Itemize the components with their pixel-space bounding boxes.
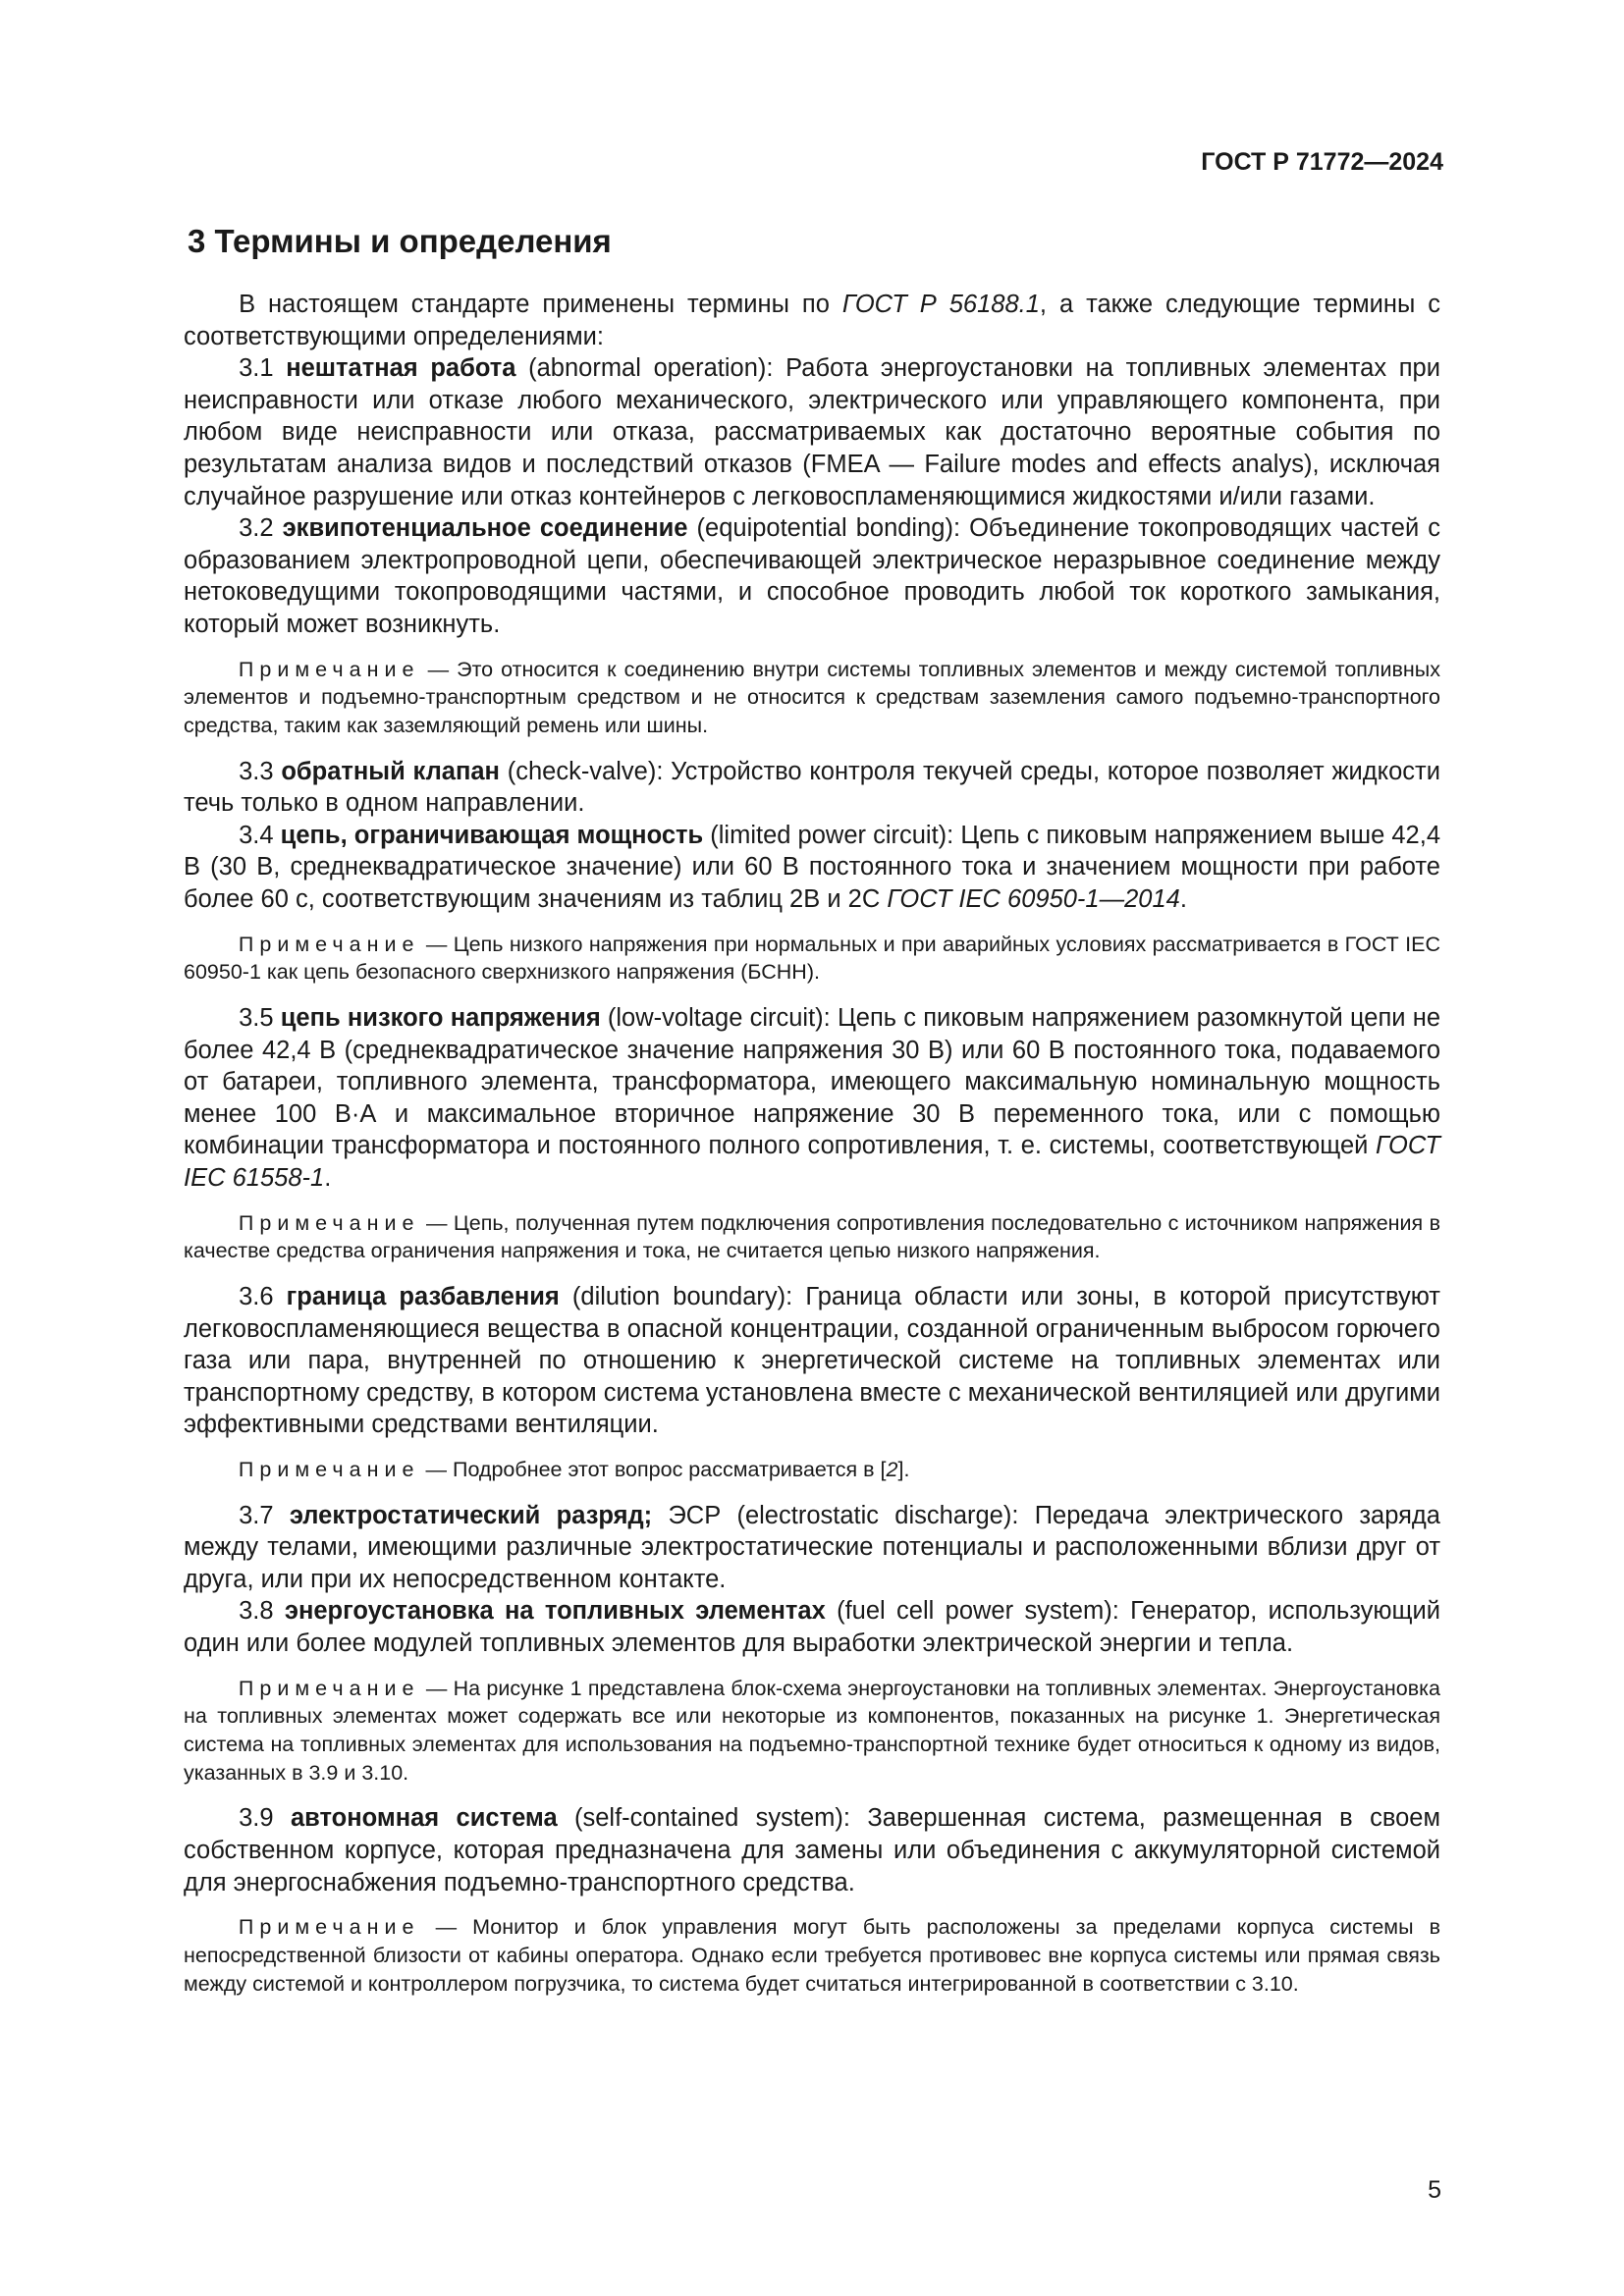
term-name: граница разбавления [286, 1282, 560, 1310]
reference-link: ГОСТ IEC 60950-1—2014 [887, 885, 1180, 914]
note-label: Примечание [238, 657, 420, 681]
reference-link: ГОСТ Р 56188.1 [841, 291, 1040, 318]
term-3-8: 3.8 энергоустановка на топливных элементах (fuel cell power system): Генератор, использующий один или более модулей топливных элементов для выработки электрической энергии и тепла. [184, 1597, 1440, 1658]
intro-paragraph: В настоящем стандарте применены термины по ГОСТ Р 56188.1, а также следующие термины с соответствующими определениями: [184, 291, 1441, 350]
term-3-4: 3.4 цепь, ограничивающая мощность (limited power circuit): Цепь с пиковым напряжением выше 42,4 В (30 В, среднеквадратическое значение) или 60 В постоянного тока и значением мощности при работе более 60 с, соответствующим значениям из таблиц 2В и 2С ГОСТ IEC 60950-1—2014. [184, 821, 1440, 914]
term-name: цепь низкого напряжения [280, 1004, 601, 1033]
note-label: Примечание [238, 932, 420, 956]
note-label: Примечание [238, 1676, 420, 1700]
page-content [184, 222, 1440, 2013]
bibliography-ref: 2 [886, 1457, 898, 1481]
page-number: 5 [1428, 2176, 1441, 2204]
term-3-2: 3.2 эквипотенциальное соединение (equipotential bonding): Объединение токопроводящих частей с образованием электропроводной цепи, обеспечивающей электрическое неразрывное соединение между нетоковедущими токопроводящими частями, и способное проводить любой ток короткого замыкания, который может возникнуть. [184, 514, 1440, 638]
note-3-4: Примечание — Цепь низкого напряжения при нормальных и при аварийных условиях рассматривается в ГОСТ IEC 60950-1 как цепь безопасного сверхнизкого напряжения (БСНН). [184, 932, 1440, 985]
term-name: нештатная работа [286, 354, 516, 383]
note-3-5: Примечание — Цепь, полученная путем подключения сопротивления последовательно с источником напряжения в качестве средства ограничения напряжения и тока, не считается цепью низкого напряжения. [184, 1210, 1440, 1263]
document-header: ГОСТ Р 71772—2024 [1201, 148, 1443, 176]
term-3-1: 3.1 нештатная работа (abnormal operation): Работа энергоустановки на топливных элементах при неисправности или отказе любого механического, электрического или управляющего компонента, при любом виде неисправности или отказа, рассматриваемых как достаточно вероятные события по результатам анализа видов и последствий отказов (FMEA — Failure modes and effects analys), исключая случайное разрушение или отказ контейнеров с легковоспламеняющимися жидкостями и/или газами. [184, 354, 1440, 510]
term-3-6: 3.6 граница разбавления (dilution boundary): Граница области или зоны, в которой присутствуют легковоспламеняющиеся вещества в опасной концентрации, созданной ограниченным выбросом горючего газа или пара, внутренней по отношению к энергетической системе на топливных элементах или транспортному средству, в котором система установлена вместе с механической вентиляцией или другими эффективными средствами вентиляции. [184, 1282, 1440, 1439]
term-3-9: 3.9 автономная система (self-contained system): Завершенная система, размещенная в своем собственном корпусе, которая предназначена для замены или объединения с аккумуляторной системой для энергоснабжения подъемно-транспортного средства. [184, 1804, 1440, 1896]
term-3-5: 3.5 цепь низкого напряжения (low-voltage circuit): Цепь с пиковым напряжением разомкнутой цепи не более 42,4 В (среднеквадратическое значение напряжения 30 В) или 60 В постоянного тока, подаваемого от батареи, топливного элемента, трансформатора, имеющего максимальную номинальную мощность менее 100 В·А и максимальное вторичное напряжение 30 В переменного тока, или с помощью комбинации трансформатора и постоянного полного сопротивления, т. е. системы, соответствующей ГОСТ IEC 61558-1. [184, 1004, 1440, 1192]
term-3-7: 3.7 электростатический разряд; ЭСР (electrostatic discharge): Передача электрического заряда между телами, имеющими различные электростатические потенциалы и расположенными вблизи друг от друга, или при их непосредственном контакте. [184, 1501, 1440, 1593]
note-label: Примечание [238, 1210, 420, 1235]
term-name: обратный клапан [281, 757, 500, 785]
term-name: эквипотенциальное соединение [282, 514, 688, 543]
note-3-8: Примечание — На рисунке 1 представлена блок-схема энергоустановки на топливных элементах. Энергоустановка на топливных элементах может содержать все или некоторые из компонентов, показанных на рисунке 1. Энергетическая система на топливных элементах для использования на подъемно-транспортной технике будет относиться к одному из видов, указанных в 3.9 и 3.10. [184, 1676, 1440, 1785]
term-name: автономная система [290, 1804, 558, 1833]
term-name: электростатический разряд; [289, 1501, 653, 1529]
note-3-9: Примечание — Монитор и блок управления могут быть расположены за пределами корпуса системы в непосредственной близости от кабины оператора. Однако если требуется противовес вне корпуса системы или прямая связь между системой и контроллером погрузчика, то система будет считаться интегрированной в соответствии с 3.10. [184, 1915, 1440, 1996]
section-title: 3 Термины и определения [188, 223, 612, 259]
reference-link: ГОСТ IEC 61558-1 [184, 1132, 1440, 1192]
term-name: цепь, ограничивающая мощность [280, 821, 704, 849]
note-label: Примечание [238, 1457, 420, 1481]
note-3-6: Примечание — Подробнее этот вопрос рассматривается в [2]. [238, 1457, 910, 1481]
note-3-2: Примечание — Это относится к соединению внутри системы топливных элементов и между системой топливных элементов и подъемно-транспортным средством и не относится к средствам заземления самого подъемно-транспортного средства, таким как заземляющий ремень или шины. [184, 657, 1440, 737]
note-label: Примечание [238, 1915, 420, 1940]
term-name: энергоустановка на топливных элементах [284, 1597, 826, 1626]
term-3-3: 3.3 обратный клапан (check-valve): Устройство контроля текучей среды, которое позволяет жидкости течь только в одном направлении. [184, 757, 1440, 818]
